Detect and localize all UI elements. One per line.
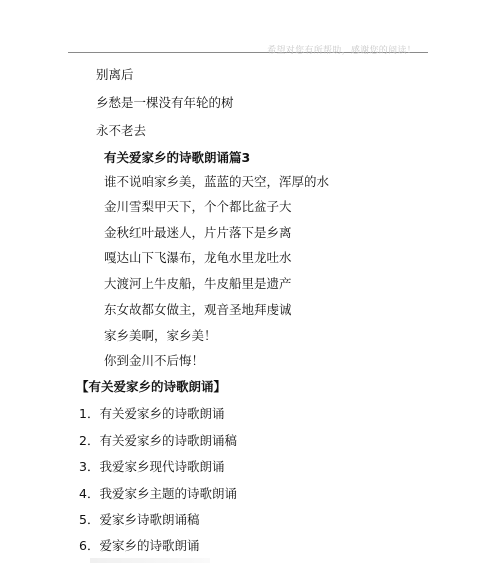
poem-line: 家乡美啊，家乡美！ [104, 328, 217, 343]
header-note: 希望对您有所帮助，感谢您的阅读！ [267, 46, 416, 56]
poem-line: 东女故都女做主，观音圣地拜虔诚 [104, 302, 292, 317]
related-item: 6．爱家乡的诗歌朗诵 [79, 538, 200, 553]
related-item: 4．我爱家乡主题的诗歌朗诵 [79, 486, 237, 501]
poem-title: 有关爱家乡的诗歌朗诵篇3 [104, 150, 251, 165]
related-item: 5．爱家乡诗歌朗诵稿 [79, 512, 200, 527]
poem-line: 金秋红叶最迷人，片片落下是乡离 [104, 225, 292, 240]
related-item: 3．我爱家乡现代诗歌朗诵 [79, 459, 225, 474]
poem-line: 嘎达山下飞瀑布，龙龟水里龙吐水 [104, 250, 292, 265]
poem-line: 别离后 [96, 67, 134, 82]
poem-line: 大渡河上牛皮船，牛皮船里是遗产 [104, 276, 292, 291]
faded-footer-text [90, 558, 210, 563]
poem-line: 乡愁是一棵没有年轮的树 [96, 95, 234, 110]
poem-line: 永不老去 [96, 123, 147, 138]
related-item: 2．有关爱家乡的诗歌朗诵稿 [79, 433, 237, 448]
related-item: 1．有关爱家乡的诗歌朗诵 [79, 406, 225, 421]
poem-line: 金川雪梨甲天下，个个都比盆子大 [104, 199, 292, 214]
related-heading: 【有关爱家乡的诗歌朗诵】 [76, 379, 227, 394]
poem-line: 谁不说咱家乡美，蓝蓝的天空，浑厚的水 [104, 174, 330, 189]
poem-line: 你到金川不后悔！ [104, 353, 205, 368]
